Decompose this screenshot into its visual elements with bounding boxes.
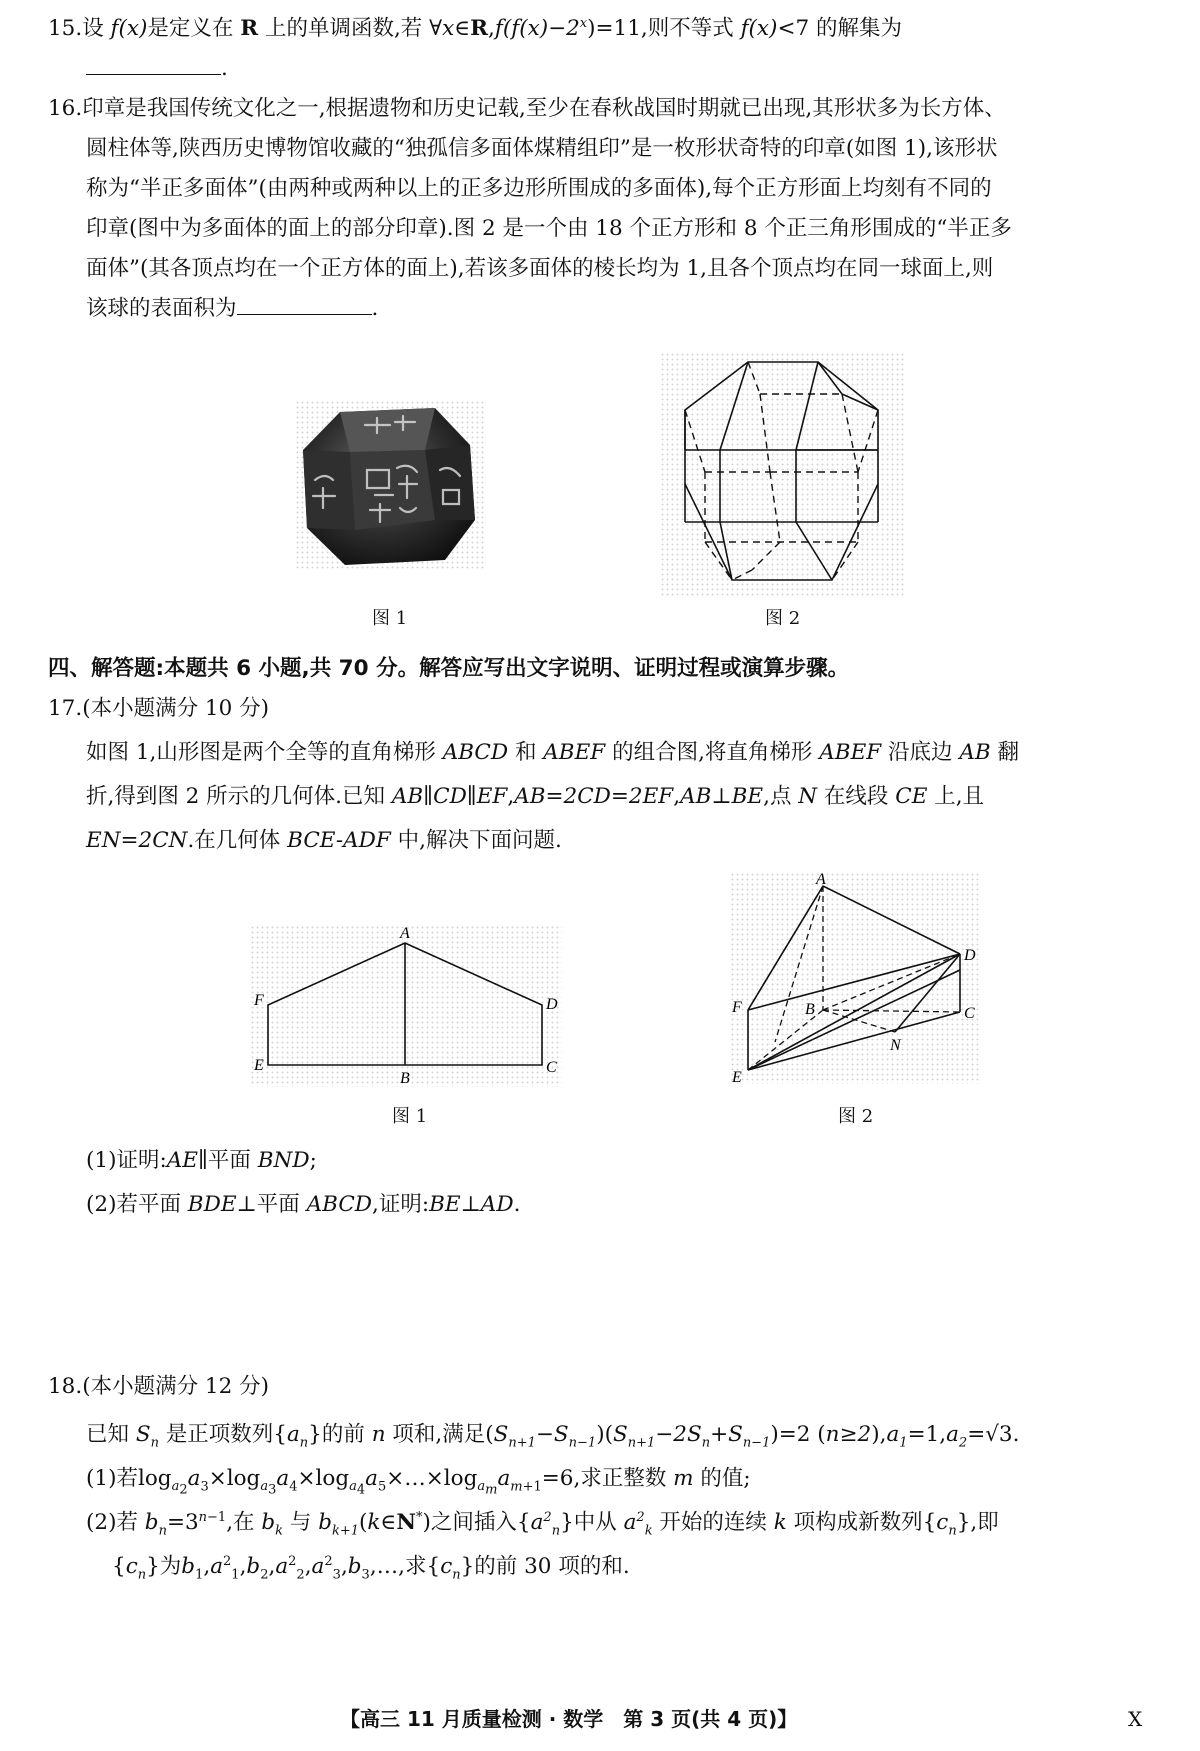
fig2-label-d: D [964,947,976,964]
q18-header: 18.(本小题满分 12 分) [48,1374,270,1399]
fig1-label-f: F [254,992,264,1009]
q17-line1: 如图 1,山形图是两个全等的直角梯形 ABCD 和 ABEF 的组合图,将直角梯形 ABEF 沿底边 AB 翻 [86,740,1020,765]
q18-part1: (1)若$\log_{a_2}a_3\times\log_{a_3}a_4\times\log_{a_4}a_5\times\dots\times\log_{a_m}a_{m+1}=6$,求正整数 m 的值; [86,1466,751,1498]
q16-line3: 称为“半正多面体”(由两种或两种以上的正多边形所围成的多面体),每个正方形面上均刻有不同的 [86,176,992,201]
q15-answer-blank[interactable] [86,56,221,75]
page-footer: 【高三 11 月质量检测 · 数学 第 3 页(共 4 页)】 [340,1707,798,1731]
q15-line1: 15.设 f(x)是定义在 R 上的单调函数,若 $\forall x\in R,f(f(x)-2^x)=11$,则不等式 f(x)<7 的解集为 [48,15,902,41]
q16-fig2-caption: 图 2 [765,608,801,629]
q16-answer-blank[interactable] [237,296,372,315]
polyhedron-figure [660,352,905,597]
footer-mark: X [1128,1707,1143,1731]
fig1-label-d: D [546,996,558,1013]
fig2-label-n: N [890,1037,901,1054]
fig2-label-b: B [805,1001,815,1018]
q17-mountain-figure [250,925,562,1087]
fig2-label-f: F [732,999,742,1016]
fig1-label-a: A [400,925,410,942]
fig1-label-b: B [400,1070,410,1087]
q16-fig1-caption: 图 1 [372,608,408,629]
q16-line5: 面体”(其各顶点均在一个正方体的面上),若该多面体的棱长均为 1,且各个顶点均在同一球面上,则 [86,256,994,281]
q18-part2: (2)若 $b_n=3^{n-1}$,在 $b_k$ 与 $b_{k+1}(k\in N^*)$之间插入$\{a^2_n\}$中从 $a^2_k$ 开始的连续 k 项构成新数列$\{c_n\}$,即 [86,1509,999,1539]
fig2-label-e: E [732,1069,742,1084]
q18-line1: 已知 $S_n$ 是正项数列$\{a_n\}$的前 n 项和,满足$(S_{n+1}-S_{n-1})(S_{n+1}-2S_n+S_{n-1})=2$ $(n\ge 2),a_1=1,a_2=√3$. [86,1422,1020,1451]
q16-line4: 印章(图中为多面体的面上的部分印章).图 2 是一个由 18 个正方形和 8 个正三角形围成的“半正多 [86,216,1012,241]
q17-part2: (2)若平面 BDE⊥平面 ABCD,证明:BE⊥AD. [86,1192,521,1217]
q17-solid-figure [730,872,980,1084]
q17-header: 17.(本小题满分 10 分) [48,696,270,721]
q18-part2-cont: $\{c_n\}$为$b_1,a^2_1,b_2,a^2_2,a^2_3,b_3,\dots$,求$\{c_n\}$的前 30 项的和. [112,1553,630,1583]
section4-heading: 四、解答题:本题共 6 小题,共 70 分。解答应写出文字说明、证明过程或演算步骤。 [48,656,850,681]
q17-line3: EN=2CN.在几何体 BCE-ADF 中,解决下面问题. [86,828,562,853]
q17-fig1-caption: 图 1 [392,1106,428,1127]
fig1-label-e: E [254,1057,264,1074]
q16-line6: 该球的表面积为 . [86,296,379,321]
fig1-label-c: C [546,1059,557,1076]
q17-line2: 折,得到图 2 所示的几何体.已知 AB∥CD∥EF,AB=2CD=2EF,AB⊥BE,点 N 在线段 CE 上,且 [86,784,985,809]
fig2-label-c: C [964,1005,975,1022]
q16-line1: 16.印章是我国传统文化之一,根据遗物和历史记载,至少在春秋战国时期就已出现,其形状多为长方体、 [48,96,1006,121]
q15-line2: . [86,54,228,84]
q17-fig2-caption: 图 2 [838,1106,874,1127]
q16-line2: 圆柱体等,陕西历史博物馆收藏的“独孤信多面体煤精组印”是一枚形状奇特的印章(如图 1),该形状 [86,136,998,161]
seal-photo [295,400,485,570]
q17-part1: (1)证明:AE∥平面 BND; [86,1148,317,1173]
fig2-label-a: A [816,872,826,888]
